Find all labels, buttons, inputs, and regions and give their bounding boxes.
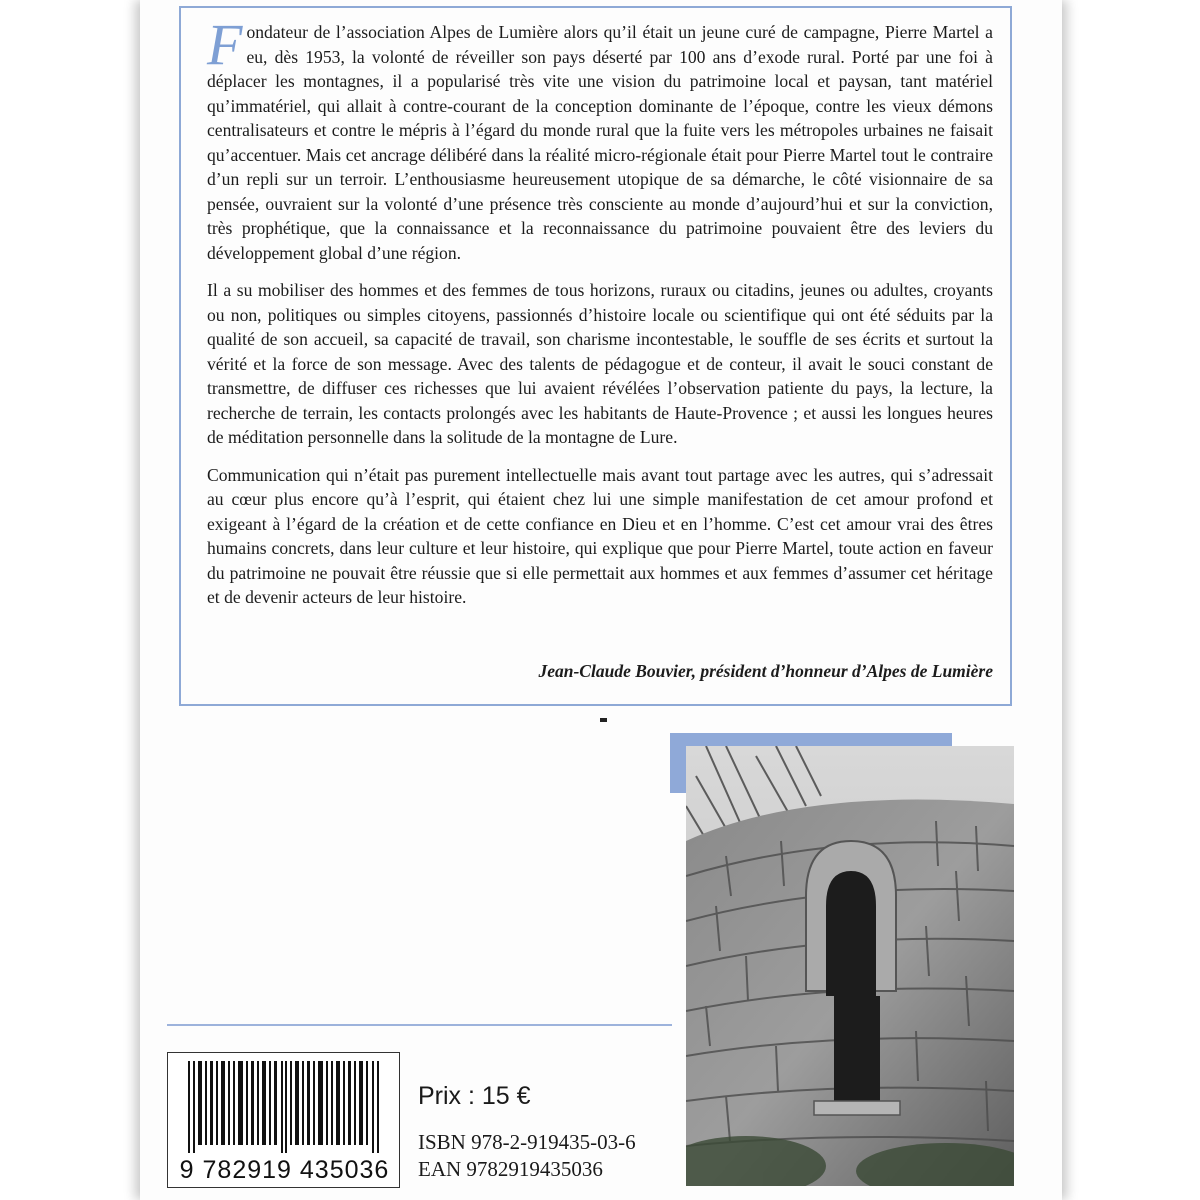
blurb-paragraph-1-text: ondateur de l’association Alpes de Lumière alors qu’il était un jeune curé de campagne, Pierre Martel a eu, dès 1953, la volonté de réveiller son pays déserté par 100 ans d’exode rural. Porté par une foi à déplacer les montagnes, il a popularisé très vite une vision du patrimoine local et paysan, tant matériel qu’immatériel, qui allait à contre-courant de la conception dominante de l’époque, contre les vieux démons centralisateurs et contre le mépris à l’égard du monde rural que la fuite vers les métropoles urbaines ne faisait qu’accentuer. Mais cet ancrage délibéré dans la réalité micro-régionale était pour Pierre Martel tout le contraire d’un repli sur un terroir. L’enthousiasme heureusement utopique de sa démarche, le côté visionnaire de sa pensée, ouvraient sur la volonté d’une présence très consciente au monde d’aujourd’hui et sur la conviction, très prophétique, que la connaissance et la reconnaissance du patrimoine pouvaient être des leviers du développement global d’une région.	[207, 22, 993, 263]
blurb-paragraph-1	[207, 12, 993, 265]
drop-cap: F	[207, 12, 243, 77]
blurb-paragraph-3: Communication qui n’était pas purement intellectuelle mais avant tout partage avec les autres, qui s’adressait au cœur plus encore qu’à l’esprit, qui étaient chez lui une simple manifestation de cet amour profond et exigeant à l’égard de la création et de cette confiance en Dieu et en l’homme. C’est cet amour vrai des êtres humains concrets, dans leur culture et leur histoire, qui explique que pour Pierre Martel, toute action en faveur du patrimoine ne pouvait être réussie que si elle permettait aux hommes et aux femmes d’assumer cet héritage et de devenir acteurs de leur histoire.	[207, 464, 993, 607]
barcode-icon	[188, 1061, 383, 1153]
blurb-paragraph-2: Il a su mobiliser des hommes et des femmes de tous horizons, ruraux ou citadins, jeunes ou adultes, croyants ou non, politiques ou simples citoyens, passionnés d’histoire locale ou scientifique qui ont été séduits par la qualité de son accueil, sa capacité de travail, son charisme incontestable, le souffle de ses écrits et surtout la vérité et la force de son message. Avec des talents de pédagogue et de conteur, il avait le souci constant de transmettre, de diffuser ces richesses que lui avaient révélées l’observation patiente du pays, la lecture, la recherche de terrain, les contacts prolongés avec les habitants de Haute-Provence ; et aussi les longues heures de méditation personnelle dans la solitude de la montagne de Lure.	[207, 280, 993, 447]
blurb-text	[207, 12, 993, 623]
ean-label: EAN 9782919435036	[418, 1157, 603, 1181]
ean13-barcode	[167, 1052, 400, 1188]
barcode-digits: 9 782919 435036	[179, 1156, 390, 1184]
price-label: Prix : 15 €	[418, 1082, 531, 1110]
separator-line	[167, 1024, 672, 1026]
isbn-label: ISBN 978-2-919435-03-6	[418, 1130, 636, 1154]
print-speck	[600, 718, 607, 722]
stone-chapel-window-photo	[686, 746, 1014, 1186]
author-signature: Jean-Claude Bouvier, président d’honneur d’Alpes de Lumière	[538, 661, 993, 681]
